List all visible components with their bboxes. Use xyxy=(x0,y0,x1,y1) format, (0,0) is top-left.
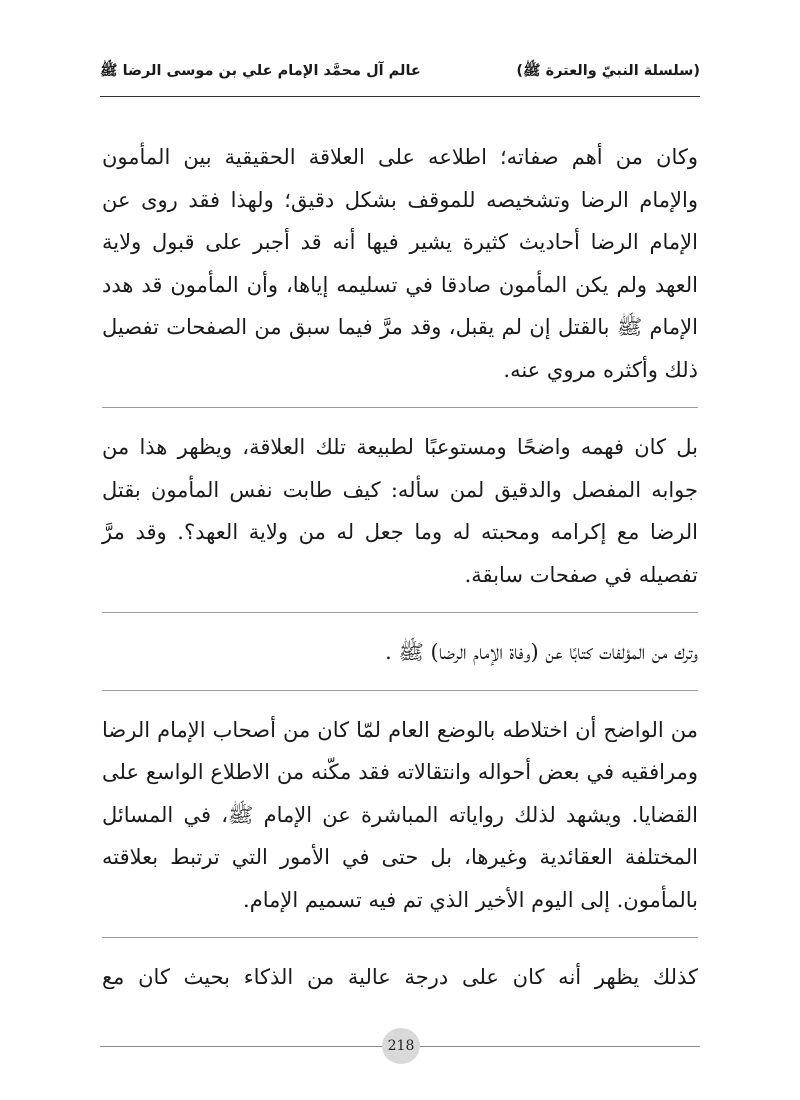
paragraph-divider xyxy=(102,612,698,613)
page-number: 218 xyxy=(382,1028,420,1064)
paragraph-2: بل كان فهمه واضحًا ومستوعبًا لطبيعة تلك العلاقة، ويظهر هذا من جوابه المفصل والدقيق لمن سأله: كيف طابت نفس المأمون بقتل الرضا مع إكرامه ومحبته له وما جعل له من ولاية العهد؟. وقد مرَّ تفصيله في صفحات سابقة. xyxy=(102,435,698,587)
paragraph-5: كذلك يظهر أنه كان على درجة عالية من الذكاء بحيث كان مع xyxy=(102,965,698,989)
paragraph-1: وكان من أهم صفاته؛ اطلاعه على العلاقة الحقيقية بين المأمون والإمام الرضا وتشخيصه للموقف بشكل دقيق؛ ولهذا فقد روى عن الإمام الرضا أحاديث كثيرة يشير فيها أنه قد أجبر على قبول ولاية العهد ولم يكن المأمون صادقا في تسليمه إياها، وأن المأمون قد هدد الإمام ﷺ بالقتل إن لم يقبل، وقد مرَّ فيما سبق من الصفحات تفصيل ذلك وأكثره مروي عنه. xyxy=(102,145,698,382)
paragraph-divider xyxy=(102,937,698,938)
series-title: (سلسلة النبيّ والعترة ﷺ) xyxy=(516,62,700,79)
paragraph-divider xyxy=(102,407,698,408)
paragraph-4: من الواضح أن اختلاطه بالوضع العام لمّا كان من أصحاب الإمام الرضا ومرافقيه في بعض أحواله وانتقالاته فقد مكّنه من الاطلاع الواسع على القضايا. ويشهد لذلك رواياته المباشرة عن الإمام ﷺ، في المسائل المختلفة العقائدية وغيرها، بل حتى في الأمور التي ترتبط بعلاقته بالمأمون. إلى اليوم الأخير الذي تم فيه تسميم الإمام. xyxy=(102,717,698,912)
header-rule xyxy=(100,96,700,97)
running-header xyxy=(100,56,700,88)
book-title: عالم آل محمَّد الإمام علي بن موسى الرضا ﷺ xyxy=(100,62,421,79)
paragraph-3: وترك من المؤلفات كتابًا عن (وفاة الإمام الرضا) ﷺ . xyxy=(385,640,698,664)
paragraph-divider xyxy=(102,690,698,691)
body-text xyxy=(102,136,698,999)
